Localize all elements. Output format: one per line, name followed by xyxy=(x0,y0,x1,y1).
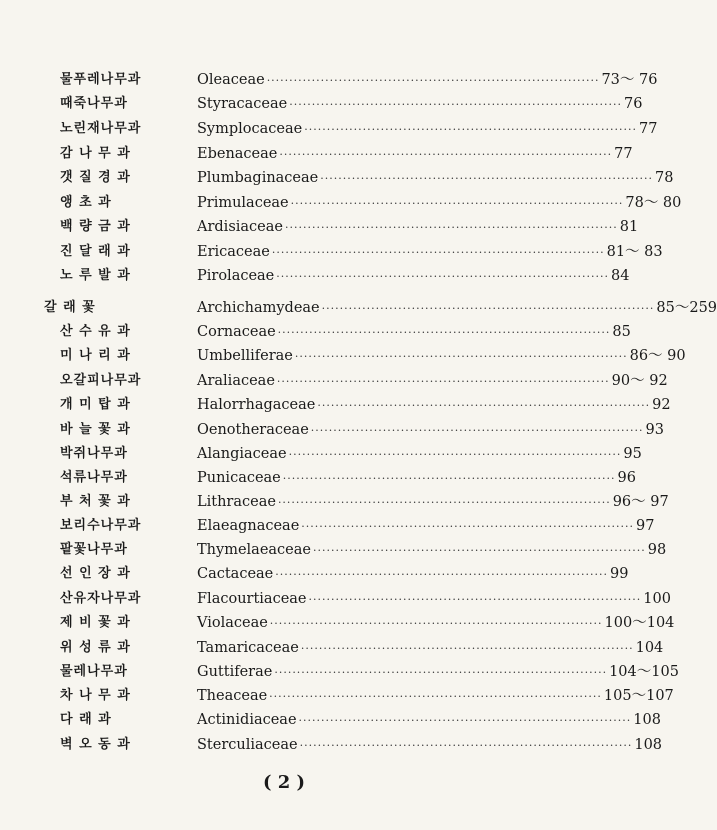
latin-family-name: Thymelaeaceae xyxy=(197,542,311,558)
korean-family-name: 위 성 류 과 xyxy=(60,640,131,655)
dot-leader: ·········································································· xyxy=(288,448,622,461)
page-range: 77 xyxy=(638,121,658,137)
page-range: 77 xyxy=(614,146,633,162)
page-range: 100 xyxy=(643,591,671,607)
page-range: 81 xyxy=(619,219,639,235)
latin-entry xyxy=(197,442,642,467)
page-range: 108 xyxy=(634,737,663,753)
toc-entry xyxy=(0,68,658,92)
latin-family-name: Symplocaceae xyxy=(197,121,303,137)
dot-leader: ·········································································· xyxy=(298,714,632,727)
page-range: 81～ 83 xyxy=(606,244,663,260)
dot-leader: ·········································································· xyxy=(282,472,616,485)
dot-leader: ·········································································· xyxy=(276,270,610,283)
toc-entry xyxy=(0,490,669,514)
dot-leader: ·········································································· xyxy=(271,246,605,259)
latin-family-name: Cornaceae xyxy=(197,324,276,340)
latin-entry xyxy=(197,562,629,587)
latin-family-name: Ericaceae xyxy=(197,244,270,260)
korean-family-name: 진 달 래 과 xyxy=(60,244,131,259)
toc-entry xyxy=(0,733,663,757)
latin-family-name: Cactaceae xyxy=(197,566,274,582)
latin-family-name: Umbelliferae xyxy=(197,348,293,364)
toc-entry xyxy=(0,296,717,320)
dot-leader: ·········································································· xyxy=(299,739,633,752)
latin-entry xyxy=(197,514,655,539)
toc-entry xyxy=(0,466,636,490)
korean-family-name: 부 처 꽃 과 xyxy=(60,494,131,509)
toc-entry xyxy=(0,191,682,215)
toc-entry xyxy=(0,418,664,442)
latin-entry xyxy=(197,418,664,443)
dot-leader: ·········································································· xyxy=(269,690,602,703)
page-range: 99 xyxy=(610,566,629,582)
latin-entry xyxy=(197,296,717,321)
latin-entry xyxy=(197,490,669,515)
korean-family-name: 백 량 금 과 xyxy=(60,219,131,234)
toc-entry xyxy=(0,587,671,611)
latin-entry xyxy=(197,708,661,733)
latin-entry xyxy=(197,320,631,345)
toc-entry xyxy=(0,442,642,466)
korean-family-name: 노 루 발 과 xyxy=(60,268,131,283)
latin-entry xyxy=(197,92,643,117)
korean-family-name: 노린재나무과 xyxy=(60,121,142,136)
latin-family-name: Alangiaceae xyxy=(197,446,287,462)
dot-leader: ·········································································· xyxy=(277,496,611,509)
korean-family-name: 개 미 탑 과 xyxy=(60,397,131,412)
korean-family-name: 벽 오 동 과 xyxy=(60,737,131,752)
latin-entry xyxy=(197,636,664,661)
latin-entry xyxy=(197,344,686,369)
latin-family-name: Guttiferae xyxy=(197,664,273,680)
latin-entry xyxy=(197,117,658,142)
toc-entry xyxy=(0,369,668,393)
latin-family-name: Sterculiaceae xyxy=(197,737,298,753)
korean-family-name: 제 비 꽃 과 xyxy=(60,615,131,630)
dot-leader: ·········································································· xyxy=(279,148,613,161)
toc-entry xyxy=(0,117,658,141)
toc-entry xyxy=(0,142,633,166)
toc-entry xyxy=(0,240,663,264)
page-range: 84 xyxy=(611,268,630,284)
latin-entry xyxy=(197,142,633,167)
dot-leader: ·········································································· xyxy=(308,593,642,606)
latin-family-name: Primulaceae xyxy=(197,195,289,211)
dot-leader: ·········································································· xyxy=(275,568,609,581)
korean-family-name: 선 인 장 과 xyxy=(60,566,131,581)
korean-family-name: 갯 질 경 과 xyxy=(60,170,131,185)
page-range: 108 xyxy=(633,712,661,728)
page-range: 73～ 76 xyxy=(601,72,658,88)
page-range: 95 xyxy=(623,446,642,462)
toc-entry xyxy=(0,636,664,660)
latin-entry xyxy=(197,166,674,191)
korean-family-name: 박쥐나무과 xyxy=(60,446,128,461)
toc-entry xyxy=(0,393,671,417)
toc-entry xyxy=(0,684,674,708)
latin-family-name: Plumbaginaceae xyxy=(197,170,319,186)
latin-entry xyxy=(197,538,667,563)
page-range: 104～105 xyxy=(609,664,679,680)
page-range: 78 xyxy=(655,170,674,186)
latin-entry xyxy=(197,733,663,758)
dot-leader: ·········································································· xyxy=(290,197,624,210)
dot-leader: ·········································································· xyxy=(289,98,622,111)
toc-entry xyxy=(0,611,675,635)
toc-entry xyxy=(0,538,667,562)
latin-entry xyxy=(197,264,630,289)
korean-family-name: 다 래 과 xyxy=(60,712,112,727)
page-range: 96 xyxy=(617,470,636,486)
page-range: 96～ 97 xyxy=(612,494,669,510)
page-number: ( 2 ) xyxy=(262,772,306,793)
dot-leader: ·········································································· xyxy=(317,399,651,412)
dot-leader: ·········································································· xyxy=(266,74,600,87)
latin-family-name: Lithraceae xyxy=(197,494,276,510)
dot-leader: ·········································································· xyxy=(276,375,610,388)
latin-family-name: Actinidiaceae xyxy=(197,712,297,728)
page-range: 105～107 xyxy=(603,688,674,704)
latin-family-name: Halorrhagaceae xyxy=(197,397,316,413)
page-range: 98 xyxy=(647,542,667,558)
page-range: 86～ 90 xyxy=(629,348,686,364)
page-range: 97 xyxy=(636,518,655,534)
latin-entry xyxy=(197,466,636,491)
dot-leader: ·········································································· xyxy=(300,642,634,655)
korean-family-name: 보리수나무과 xyxy=(60,518,142,533)
korean-family-name: 갈 래 꽃 xyxy=(44,300,96,315)
korean-family-name: 차 나 무 과 xyxy=(60,688,131,703)
latin-entry xyxy=(197,68,658,93)
korean-family-name: 산 수 유 과 xyxy=(60,324,131,339)
korean-family-name: 오갈피나무과 xyxy=(60,373,142,388)
toc-entry xyxy=(0,562,629,586)
korean-family-name: 감 나 무 과 xyxy=(60,146,131,161)
page-range: 90～ 92 xyxy=(611,373,668,389)
toc-entry xyxy=(0,264,630,288)
korean-family-name: 때죽나무과 xyxy=(60,96,128,111)
latin-entry xyxy=(197,215,639,240)
korean-family-name: 미 나 리 과 xyxy=(60,348,131,363)
latin-family-name: Styracaceae xyxy=(197,96,288,112)
korean-family-name: 물푸레나무과 xyxy=(60,72,142,87)
latin-family-name: Archichamydeae xyxy=(197,300,320,316)
latin-entry xyxy=(197,611,675,636)
dot-leader: ·········································································· xyxy=(312,544,646,557)
korean-family-name: 석류나무과 xyxy=(60,470,128,485)
latin-entry xyxy=(197,240,663,265)
page-range: 93 xyxy=(645,422,664,438)
korean-family-name: 산유자나무과 xyxy=(60,591,142,606)
page-range: 78～ 80 xyxy=(625,195,682,211)
page-range: 85～259 xyxy=(656,300,717,316)
latin-family-name: Oleaceae xyxy=(197,72,265,88)
page-range: 104 xyxy=(635,640,664,656)
latin-family-name: Elaeagnaceae xyxy=(197,518,300,534)
dot-leader: ·········································································· xyxy=(274,666,608,679)
latin-family-name: Ardisiaceae xyxy=(197,219,283,235)
latin-entry xyxy=(197,684,674,709)
latin-entry xyxy=(197,660,679,685)
korean-family-name: 앵 초 과 xyxy=(60,195,112,210)
korean-family-name: 바 늘 꽃 과 xyxy=(60,422,131,437)
dot-leader: ·········································································· xyxy=(277,326,611,339)
toc-entry xyxy=(0,166,674,190)
latin-family-name: Araliaceae xyxy=(197,373,275,389)
toc-entry xyxy=(0,320,631,344)
page-range: 85 xyxy=(612,324,631,340)
dot-leader: ·········································································· xyxy=(304,123,637,136)
latin-family-name: Pirolaceae xyxy=(197,268,275,284)
latin-entry xyxy=(197,369,668,394)
page-range: 76 xyxy=(623,96,643,112)
toc-entry xyxy=(0,92,643,116)
dot-leader: ·········································································· xyxy=(310,424,644,437)
latin-family-name: Tamaricaceae xyxy=(197,640,299,656)
latin-entry xyxy=(197,587,671,612)
latin-family-name: Punicaceae xyxy=(197,470,281,486)
latin-family-name: Oenotheraceae xyxy=(197,422,309,438)
latin-family-name: Violaceae xyxy=(197,615,268,631)
korean-family-name: 물레나무과 xyxy=(60,664,128,679)
dot-leader: ·········································································· xyxy=(321,302,655,315)
dot-leader: ·········································································· xyxy=(301,520,635,533)
latin-family-name: Flacourtiaceae xyxy=(197,591,307,607)
toc-entry xyxy=(0,514,655,538)
toc-entry xyxy=(0,344,686,368)
korean-family-name: 팥꽃나무과 xyxy=(60,542,128,557)
toc-entry xyxy=(0,215,639,239)
page-range: 100～104 xyxy=(604,615,675,631)
latin-entry xyxy=(197,393,671,418)
page-range: 92 xyxy=(652,397,671,413)
dot-leader: ·········································································· xyxy=(284,221,618,234)
dot-leader: ·········································································· xyxy=(294,350,628,363)
toc-entry xyxy=(0,660,679,684)
latin-entry xyxy=(197,191,682,216)
dot-leader: ·········································································· xyxy=(320,172,653,185)
toc-entry xyxy=(0,708,661,732)
latin-family-name: Ebenaceae xyxy=(197,146,278,162)
dot-leader: ·········································································· xyxy=(269,617,603,630)
latin-family-name: Theaceae xyxy=(197,688,268,704)
